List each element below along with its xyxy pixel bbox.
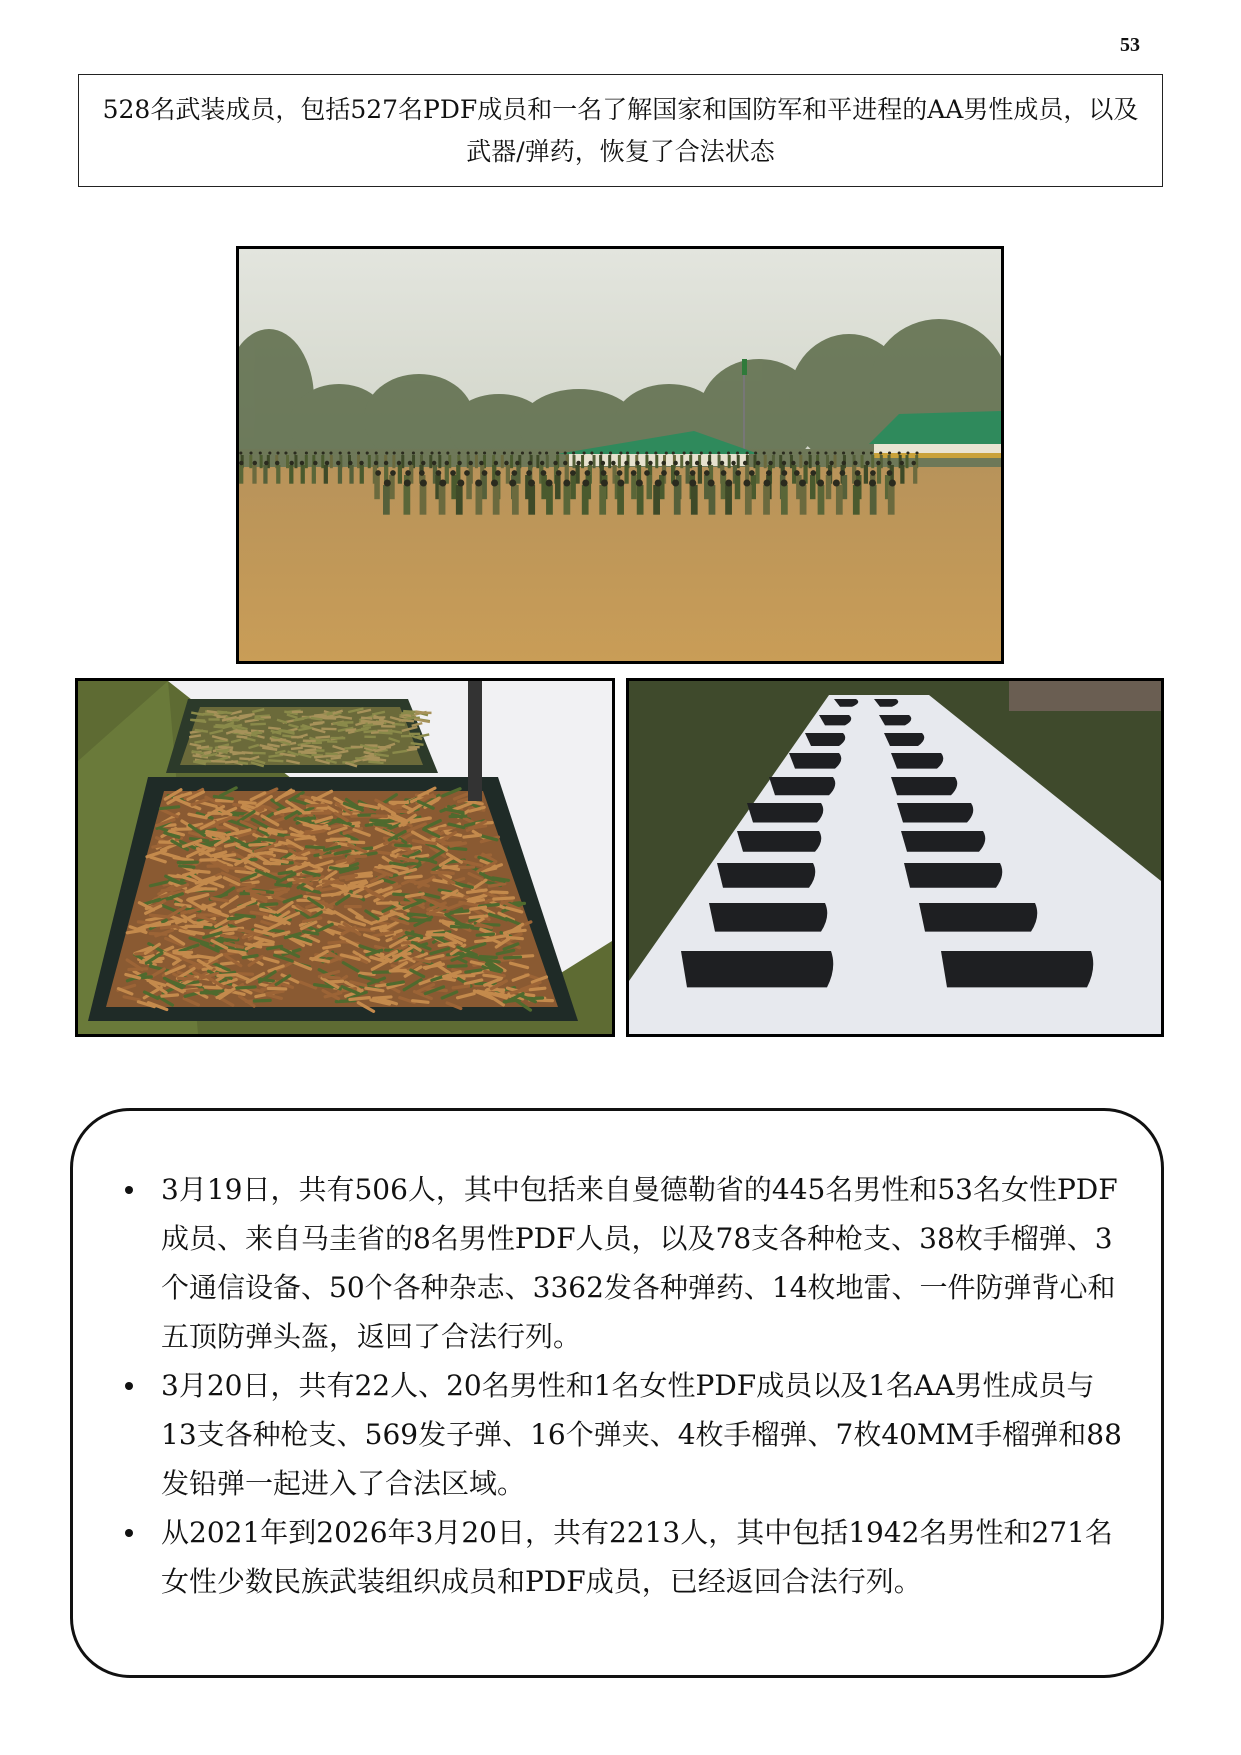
page-title: 528名武装成员，包括527名PDF成员和一名了解国家和国防军和平进程的AA男性成员，以及武器/弹药，恢复了合法状态 [102, 94, 1139, 166]
bullet-dot [125, 1529, 133, 1537]
summary-item-text: 3月19日，共有506人，其中包括来自曼德勒省的445名男性和53名女性PDF成员、来自马圭省的8名男性PDF人员，以及78支各种枪支、38枚手榴弹、3个通信设备、50个各种杂志、3362发各种弹药、14枚地雷、一件防弹背心和五顶防弹头盔，返回了合法行列。 [161, 1173, 1118, 1353]
magazines-photo [626, 678, 1164, 1037]
ammunition-scene [78, 681, 612, 1034]
parade-scene [239, 249, 1001, 661]
summary-item-march-20 [125, 1361, 1127, 1508]
title-box [78, 74, 1163, 187]
bullet-dot [125, 1186, 133, 1194]
summary-item-text: 从2021年到2026年3月20日，共有2213人，其中包括1942名男性和271名女性少数民族武装组织成员和PDF成员，已经返回合法行列。 [161, 1516, 1113, 1598]
page-number: 53 [1120, 34, 1140, 56]
magazines-scene [629, 681, 1161, 1034]
summary-item-march-19 [125, 1165, 1127, 1361]
summary-box [70, 1108, 1164, 1678]
ammunition-photo [75, 678, 615, 1037]
summary-list [125, 1165, 1127, 1606]
parade-photo [236, 246, 1004, 664]
summary-item-text: 3月20日，共有22人、20名男性和1名女性PDF成员以及1名AA男性成员与13支各种枪支、569发子弹、16个弹夹、4枚手榴弹、7枚40MM手榴弹和88发铅弹一起进入了合法区域。 [161, 1369, 1122, 1500]
bullet-dot [125, 1382, 133, 1390]
summary-item-total [125, 1508, 1127, 1606]
